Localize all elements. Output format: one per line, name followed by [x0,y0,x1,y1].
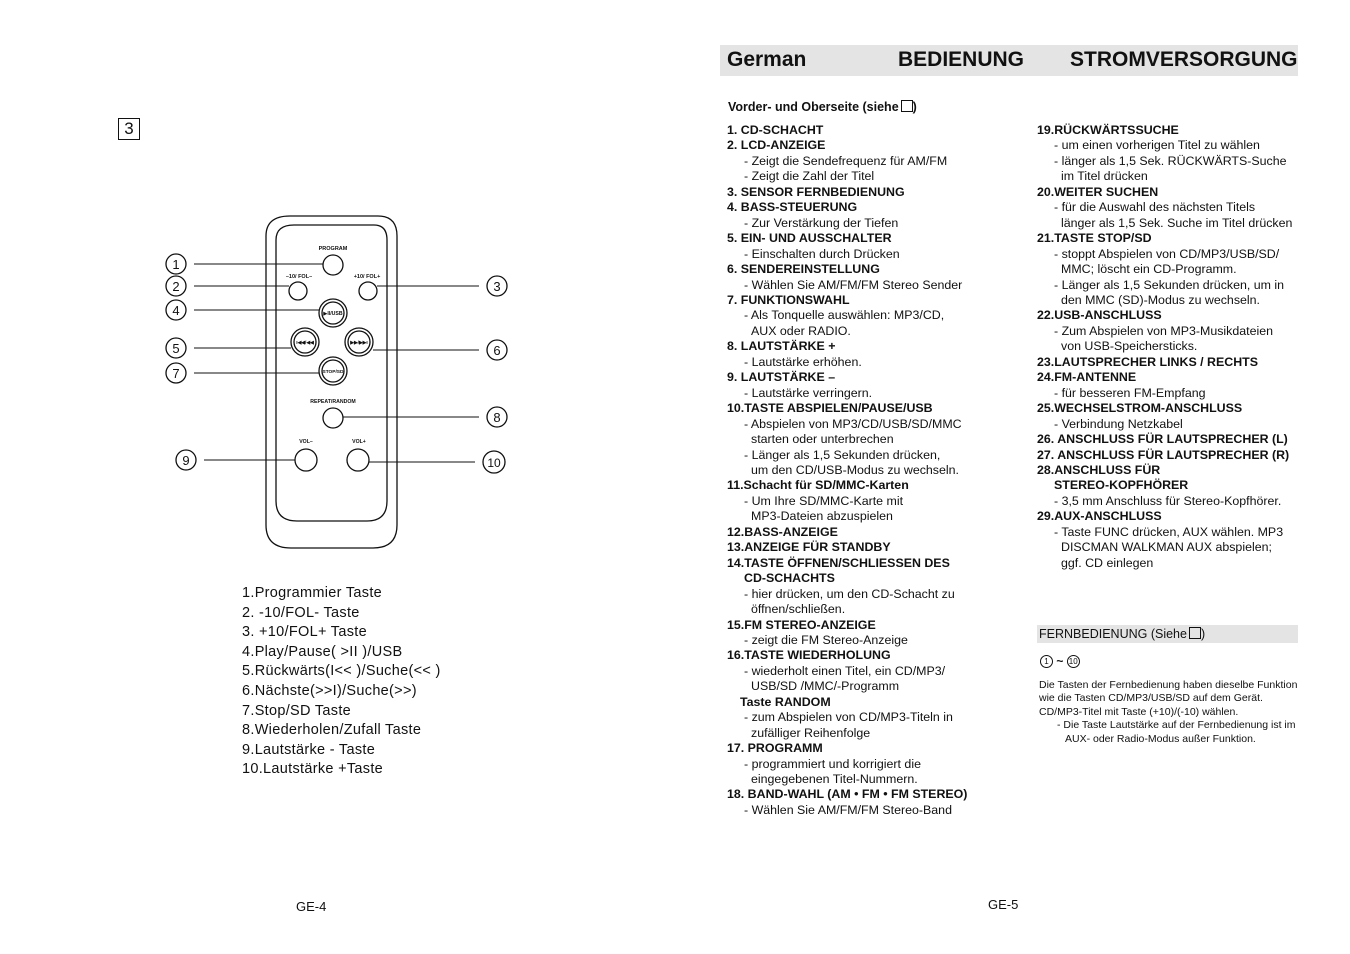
controls-list-column-1 [727,123,967,818]
list-line: - hier drücken, um den CD-Schacht zu [744,586,955,601]
list-line: - Zum Abspielen von MP3-Musikdateien [1054,323,1274,338]
list-line: MP3-Dateien abzuspielen [751,509,893,524]
list-line: um den CD/USB-Modus zu wechseln. [751,462,959,477]
program-button-shape [323,255,343,275]
list-line: 17. PROGRAMM [727,741,823,756]
plus10-label: +10/ FOL+ [353,274,381,280]
list-line: - für die Auswahl des nächsten Titels [1054,200,1256,215]
list-line: länger als 1,5 Sek. Suche im Titel drücken [1061,215,1293,230]
callout-5: 5 [172,341,180,356]
list-line: - Lautstärke verringern. [744,385,873,400]
legend-item: 2. -10/FOL- Taste [242,604,360,621]
list-line: 11.Schacht für SD/MMC-Karten [727,478,909,493]
legend-item: 1.Programmier Taste [242,585,383,601]
list-line: - Zeigt die Sendefrequenz für AM/FM [744,153,948,168]
list-line: - Länger als 1,5 Sekunden drücken, um in [1054,277,1285,292]
list-line: 2. LCD-ANZEIGE [727,138,826,153]
list-line: MMC; löscht ein CD-Programm. [1061,262,1237,277]
callout-3: 3 [493,279,501,294]
list-line: - Wählen Sie AM/FM/FM Stereo-Band [744,802,952,817]
list-line: 13.ANZEIGE FÜR STANDBY [727,540,891,555]
remote-svg [160,210,520,560]
callout-9: 9 [182,453,190,468]
figure-number: 3 [118,118,140,140]
list-line: - Als Tonquelle auswählen: MP3/CD, [744,308,945,323]
next-label: ▶▶/▶▶I [350,341,368,346]
list-line: - zum Abspielen von CD/MP3-Titeln in [744,710,953,725]
remote-section-title-text: FERNBEDIENUNG (Siehe [1039,627,1187,641]
callout-4: 4 [172,303,180,318]
program-label: PROGRAM [318,246,348,252]
list-line: STEREO-KOPFHÖRER [1054,478,1189,493]
list-line: 20.WEITER SUCHEN [1037,184,1159,199]
list-line: 24.FM-ANTENNE [1037,370,1137,385]
vol-plus-label: VOL+ [352,439,366,445]
list-line: den MMC (SD)-Modus zu wechseln. [1061,292,1261,307]
list-line: ggf. CD einlegen [1061,555,1154,570]
header-title-bedienung: BEDIENUNG [898,48,1025,71]
remote-section-title [1037,625,1298,643]
list-line: 19.RÜCKWÄRTSSUCHE [1037,123,1179,137]
callout-2: 2 [172,279,180,294]
remote-section-title-close: ) [1200,627,1206,641]
list-line: 3. SENSOR FERNBEDIENUNG [727,184,905,199]
figure-ref-box [1189,627,1201,639]
list-line: 6. SENDEREINSTELLUNG [727,262,880,277]
list-line: - zeigt die FM Stereo-Anzeige [744,632,908,647]
remote-legend [242,584,441,780]
list-line: - stoppt Abspielen von CD/MP3/USB/SD/ [1054,246,1280,261]
list-line: - länger als 1,5 Sek. RÜCKWÄRTS-Suche [1054,153,1287,168]
list-line: - Zeigt die Zahl der Titel [744,169,875,184]
list-line: - Abspielen von MP3/CD/USB/SD/MMC [744,416,962,431]
list-line: 29.AUX-ANSCHLUSS [1037,509,1162,524]
remote-text-line: AUX- oder Radio-Modus außer Funktion. [1065,732,1256,745]
remote-control-illustration [160,210,520,560]
legend-item: 3. +10/FOL+ Taste [242,624,367,641]
vol-minus-label: VOL– [299,439,313,445]
page-number-left: GE-4 [296,899,327,914]
legend-item: 4.Play/Pause( >II )/USB [242,643,403,660]
remote-text-line: CD/MP3-Titel mit Taste (+10)/(-10) wählen. [1039,705,1239,718]
list-line: eingegebenen Titel-Nummern. [751,772,918,787]
repeat-button-shape [323,408,343,428]
list-line: - Länger als 1,5 Sekunden drücken, [744,447,941,462]
vol-plus-button-shape [347,449,369,471]
remote-text-line: - Die Taste Lautstärke auf der Fernbedienung ist im [1057,719,1296,732]
list-line: - wiederholt einen Titel, ein CD/MP3/ [744,663,946,678]
legend-item: 10.Lautstärke +Taste [242,761,384,778]
list-line: 16.TASTE WIEDERHOLUNG [727,648,891,663]
figure-ref-box [901,100,913,112]
list-line: 26. ANSCHLUSS FÜR LAUTSPRECHER (L) [1037,432,1288,447]
legend-item: 6.Nächste(>>I)/Suche(>>) [242,682,417,699]
list-line: im Titel drücken [1061,169,1148,184]
list-line: - programmiert und korrigiert die [744,756,921,771]
list-line: AUX oder RADIO. [751,323,851,338]
list-line: 18. BAND-WAHL (AM • FM • FM STEREO) [727,787,968,802]
list-line: - Zur Verstärkung der Tiefen [744,215,899,230]
list-line: 28.ANSCHLUSS FÜR [1037,462,1161,477]
button-range [1040,654,1080,668]
list-line: - Taste FUNC drücken, AUX wählen. MP3 [1054,524,1284,539]
subheading-text: Vorder- und Oberseite (siehe [728,100,899,114]
minus10-button-shape [289,282,307,300]
page-header [720,45,1298,76]
range-end-circle: 10 [1067,655,1080,668]
plus10-button-shape [359,282,377,300]
list-line: 14.TASTE ÖFFNEN/SCHLIESSEN DES [727,555,950,570]
list-line: - Einschalten durch Drücken [744,246,900,261]
list-line: 7. FUNKTIONSWAHL [727,292,850,307]
list-line: - 3,5 mm Anschluss für Stereo-Kopfhörer. [1054,493,1282,508]
play-label: ▶II/USB [323,311,343,317]
page-number-right: GE-5 [988,897,1019,912]
section-subheading [728,100,917,114]
list-line: 21.TASTE STOP/SD [1037,231,1152,246]
remote-text-line: wie die Tasten CD/MP3/USB/SD auf dem Gerät. [1039,692,1263,705]
remote-section-body [1039,679,1297,746]
remote-text-line: Die Tasten der Fernbedienung haben dieselbe Funktion [1039,679,1298,691]
vol-minus-button-shape [295,449,317,471]
list-line: zufälliger Reihenfolge [751,725,871,740]
list-line: Taste RANDOM [740,694,831,709]
list-line: 5. EIN- UND AUSSCHALTER [727,231,892,246]
header-title-stromversorgung: STROMVERSORGUNG [1070,48,1298,71]
callout-8: 8 [493,410,501,425]
list-line: 8. LAUTSTÄRKE + [727,339,836,354]
callout-6: 6 [493,343,501,358]
list-line: 15.FM STEREO-ANZEIGE [727,617,876,632]
list-line: - Um Ihre SD/MMC-Karte mit [744,493,904,508]
callout-10: 10 [487,456,501,470]
list-line: - um einen vorherigen Titel zu wählen [1054,138,1260,153]
legend-item: 8.Wiederholen/Zufall Taste [242,722,422,739]
list-line: - für besseren FM-Empfang [1054,385,1206,400]
subheading-close: ) [912,100,917,114]
list-line: 27. ANSCHLUSS FÜR LAUTSPRECHER (R) [1037,447,1290,462]
list-line: öffnen/schließen. [751,602,846,617]
list-line: CD-SCHACHTS [744,571,835,586]
list-line: - Verbindung Netzkabel [1054,416,1183,431]
list-line: - Lautstärke erhöhen. [744,354,862,369]
list-line: 4. BASS-STEUERUNG [727,200,858,215]
list-line: 1. CD-SCHACHT [727,123,824,137]
stop-label: STOP/SD [322,370,344,375]
list-line: DISCMAN WALKMAN AUX abspielen; [1061,540,1272,555]
controls-list-column-2 [1037,123,1292,571]
range-separator: ~ [1056,654,1064,668]
range-start-circle: 1 [1040,655,1053,668]
list-line: 23.LAUTSPRECHER LINKS / RECHTS [1037,354,1258,369]
header-language: German [727,48,807,71]
legend-item: 9.Lautstärke - Taste [242,741,376,758]
list-line: 9. LAUTSTÄRKE – [727,370,836,385]
minus10-label: –10/ FOL– [285,274,313,280]
repeat-label: REPEAT/RANDOM [310,399,356,405]
legend-item: 5.Rückwärts(I<< )/Suche(<< ) [242,663,441,680]
list-line: von USB-Speichersticks. [1061,339,1198,354]
prev-label: I◀◀/◀◀ [296,341,314,346]
callout-7: 7 [172,366,180,381]
list-line: 10.TASTE ABSPIELEN/PAUSE/USB [727,401,933,416]
list-line: 22.USB-ANSCHLUSS [1037,308,1162,323]
list-line: starten oder unterbrechen [751,432,894,447]
list-line: USB/SD /MMC/-Programm [751,679,900,694]
list-line: - Wählen Sie AM/FM/FM Stereo Sender [744,277,963,292]
list-line: 12.BASS-ANZEIGE [727,524,838,539]
list-line: 25.WECHSELSTROM-ANSCHLUSS [1037,401,1243,416]
callout-1: 1 [172,257,180,272]
legend-item: 7.Stop/SD Taste [242,702,352,719]
